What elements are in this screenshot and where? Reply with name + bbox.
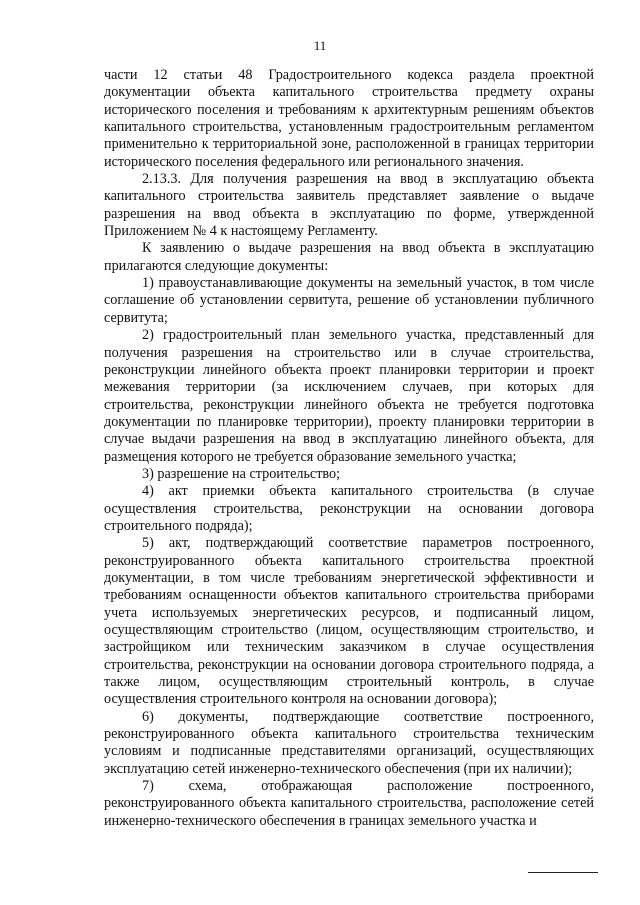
- paragraph-documents-intro: К заявлению о выдаче разрешения на ввод объекта в эксплуатацию прилагаются следующие документы:: [104, 240, 594, 274]
- list-item-3: 3) разрешение на строительство;: [142, 465, 341, 482]
- list-item-5: 5) акт, подтверждающий соответствие параметров построенного, реконструированного объекта капитального строительства проектной документации, в том числе требованиям энергетической эффективности и требованиям оснащенности объектов капитального строительства приборами учета используемых энергетических ресурсов, и подписанный лицом, осуществляющим строительство (лицом, осуществляющим строительство, и застройщиком или техническим заказчиком в случае осуществления строительства, реконструкции на основании договора строительного подряда, а также лицом, осуществляющим строительный контроль, в случае осуществления строительного контроля на основании договора);: [104, 535, 594, 708]
- list-item-1: 1) правоустанавливающие документы на земельный участок, в том числе соглашение об установлении сервитута, решение об установлении публичного сервитута;: [104, 275, 594, 326]
- list-item-4: 4) акт приемки объекта капитального строительства (в случае осуществления строительства, реконструкции на основании договора строительного подряда);: [104, 483, 594, 534]
- list-item-2: 2) градостроительный план земельного участка, представленный для получения разрешения на строительство или в случае строительства, реконструкции линейного объекта проект планировки территории и проект межевания территории (за исключением случаев, при которых для строительства, реконструкции линейного объекта не требуется подготовка документации по планировке территории), проекту планировки территории в случае выдачи разрешения на ввод в эксплуатацию линейного объекта, для размещения которого не требуется образование земельного участка;: [104, 327, 594, 465]
- paragraph-2-13-3: 2.13.3. Для получения разрешения на ввод в эксплуатацию объекта капитального строительства заявитель представляет заявление о выдаче разрешения на ввод объекта в эксплуатацию по форме, утвержденной Приложением № 4 к настоящему Регламенту.: [104, 171, 594, 240]
- list-item-7: 7) схема, отображающая расположение построенного, реконструированного объекта капитального строительства, расположение сетей инженерно-технического обеспечения в границах земельного участка и: [104, 778, 594, 829]
- list-item-6: 6) документы, подтверждающие соответствие построенного, реконструированного объекта капитального строительства техническим условиям и подписанные представителями организаций, осуществляющих эксплуатацию сетей инженерно-технического обеспечения (при их наличии);: [104, 708, 594, 777]
- document-body: [104, 67, 594, 830]
- paragraph-continuation: части 12 статьи 48 Градостроительного кодекса раздела проектной документации объекта капитального строительства предмету охраны исторического поселения и требованиям к архитектурным решениям объектов капитального строительства, установленным градостроительным регламентом применительно к территориальной зоне, расположенной в границах территории исторического поселения федерального или регионального значения.: [104, 67, 594, 170]
- footnote-rule: [528, 872, 598, 873]
- page-number: 11: [313, 38, 327, 53]
